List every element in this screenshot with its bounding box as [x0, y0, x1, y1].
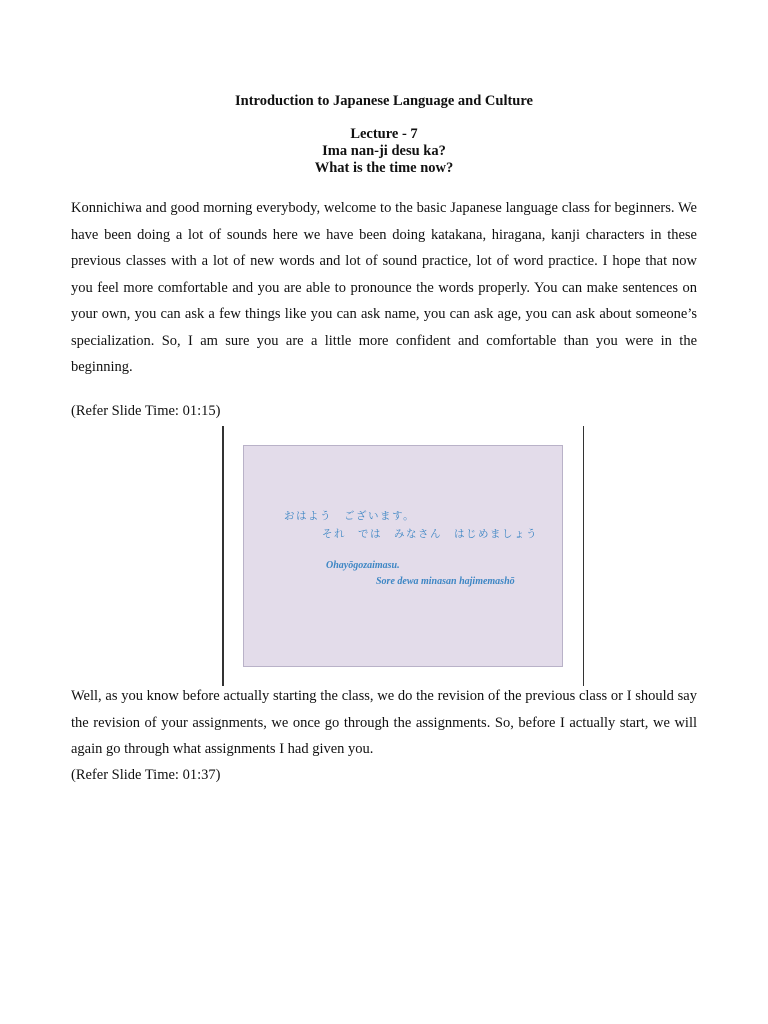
refer-slide-time-2: (Refer Slide Time: 01:37)	[71, 767, 221, 783]
document-title: Introduction to Japanese Language and Culture	[235, 93, 533, 109]
slide-japanese-line-1: おはよう ございます。	[284, 510, 416, 522]
slide-figure	[222, 426, 584, 686]
lecture-title-japanese: Ima nan-ji desu ka?	[322, 143, 446, 159]
lecture-heading	[0, 126, 768, 177]
slide-image	[243, 445, 563, 667]
slide-right-border	[583, 426, 585, 686]
slide-japanese-line-2: それ では みなさん はじめましょう	[322, 528, 538, 540]
revision-paragraph: Well, as you know before actually starting the class, we do the revision of the previous class or I should say the revision of your assignments, we once go through the assignments. So, before I actually start, we will again go through what assignments I had given you.	[71, 688, 697, 757]
slide-romaji-line-2: Sore dewa minasan hajimemashō	[376, 576, 515, 587]
refer-slide-time-1: (Refer Slide Time: 01:15)	[71, 403, 221, 419]
intro-paragraph: Konnichiwa and good morning everybody, welcome to the basic Japanese language class for beginners. We have been doing a lot of sounds here we have been doing katakana, hiragana, kanji characters in these previous classes with a lot of new words and lot of sound practice, lot of word practice. I hope that now you feel more comfortable and you are able to pronounce the words properly. You can make sentences on your own, you can ask a few things like you can ask name, you can ask age, you can ask about someone’s specialization. So, I am sure you are a little more confident and comfortable than you were in the beginning.	[71, 200, 697, 375]
lecture-number: Lecture - 7	[350, 126, 418, 142]
slide-left-border	[222, 426, 224, 686]
slide-romaji-line-1: Ohayōgozaimasu.	[326, 560, 400, 571]
lecture-title-english: What is the time now?	[314, 160, 454, 176]
